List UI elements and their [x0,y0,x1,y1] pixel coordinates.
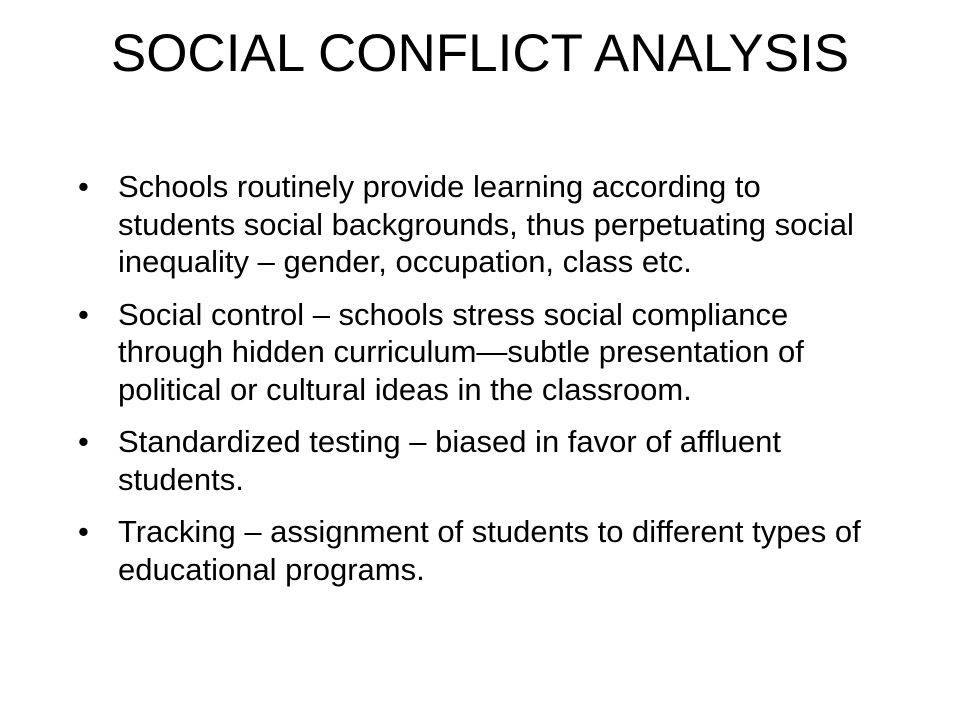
bullet-text: Tracking – assignment of students to different types of educational programs. [118,514,861,587]
bullet-text: Social control – schools stress social compliance through hidden curriculum—subtle presentation of political or cultural ideas in the classroom. [118,296,804,407]
bullet-item-2 [78,296,878,409]
bullet-item-3 [78,423,878,498]
bullet-icon: • [78,424,89,459]
bullet-list [78,168,878,603]
bullet-item-1 [78,168,878,281]
bullet-text: Schools routinely provide learning according to students social backgrounds, thus perpetuating social inequality – gender, occupation, class etc. [118,169,854,279]
bullet-icon: • [78,296,89,332]
bullet-text: Standardized testing – biased in favor of affluent students. [118,424,781,497]
bullet-icon: • [78,514,89,549]
bullet-item-4 [78,513,878,588]
slide-title: SOCIAL CONFLICT ANALYSIS [110,24,850,83]
bullet-icon: • [78,169,89,204]
